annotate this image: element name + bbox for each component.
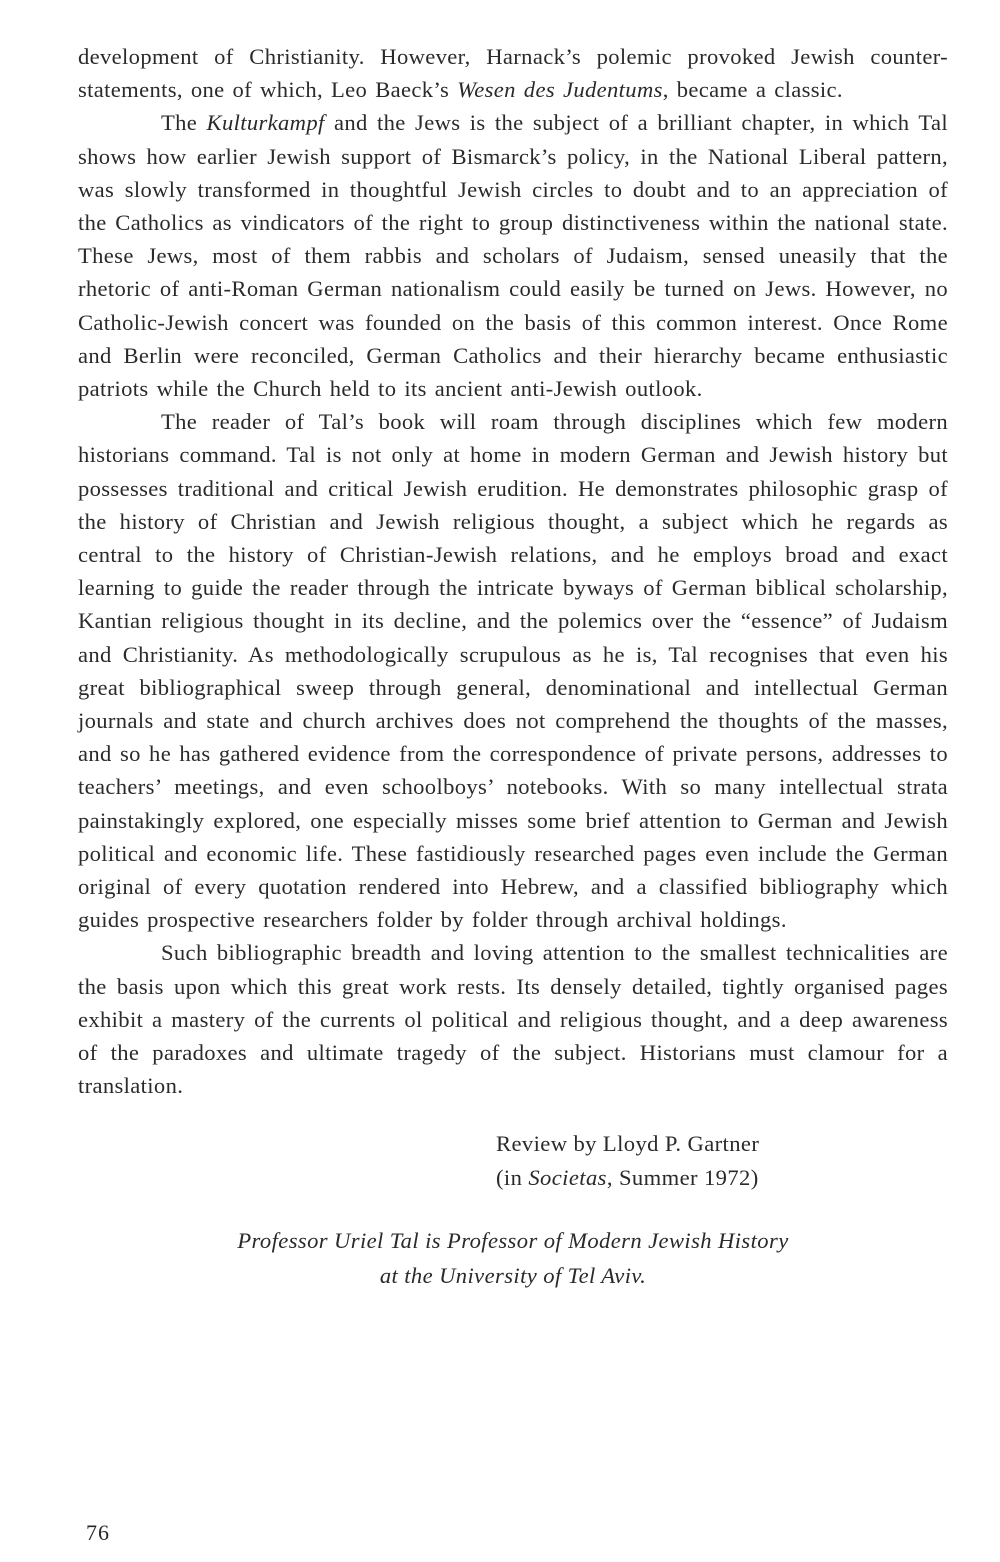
paragraph	[78, 106, 948, 405]
source-suffix: , Summer 1972)	[606, 1164, 759, 1190]
paragraph	[78, 936, 948, 1102]
reviewer-line: Review by Lloyd P. Gartner	[496, 1130, 760, 1156]
text-run: The reader of Tal’s book will roam through disciplines which few modern historians command. Tal is not only at home in modern German and Jewish history but possesses traditional and critical Jewish erudition. He demonstrates philosophic grasp of the history of Christian and Jewish religious thought, a subject which he regards as central to the history of Christian-Jewish relations, and he employs broad and exact learning to guide the reader through the intricate byways of German biblical scholarship, Kantian religious thought in its decline, and the polemics over the “essence” of Judaism and Christianity. As methodologically scrupulous as he is, Tal recognises that even his great bibliographical sweep through general, denominational and intellectual German journals and state and church archives does not comprehend the thoughts of the masses, and so he has gathered evidence from the correspondence of private persons, addresses to teachers’ meetings, and even schoolboys’ notebooks. With so many intellectual strata painstakingly explored, one especially misses some brief attention to German and Jewish political and economic life. These fastidiously researched pages even include the German original of every quotation rendered into Hebrew, and a classified bibliography which guides prospective researchers folder by folder through archival holdings.	[78, 409, 948, 933]
italic-title: Wesen des Judentums	[457, 77, 663, 103]
text-run: Such bibliographic breadth and loving attention to the smallest technicalities are the basis upon which this great work rests. Its densely detailed, tightly organised pages exhibit a mastery of the currents ol political and religious thought, and a deep awareness of the paradoxes and ultimate tragedy of the subject. Historians must clamour for a translation.	[78, 940, 948, 1099]
review-body	[78, 40, 948, 1103]
paragraph	[78, 405, 948, 936]
text-run: , became a classic.	[662, 77, 843, 103]
bio-line-2: at the University of Tel Aviv.	[379, 1262, 647, 1288]
page-number: 76	[86, 1520, 110, 1545]
text-run: development of Christianity. However, Harnack’s polemic provoked Jewish counter-statements, one of which, Leo Baeck’s	[78, 44, 948, 103]
review-attribution	[496, 1127, 948, 1195]
italic-title: Kulturkampf	[206, 110, 325, 136]
author-bio	[78, 1223, 948, 1293]
document-page	[78, 40, 948, 1293]
bio-line-1: Professor Uriel Tal is Professor of Modern Jewish History	[237, 1227, 789, 1253]
text-run: and the Jews is the subject of a brilliant chapter, in which Tal shows how earlier Jewish support of Bismarck’s policy, in the National Liberal pattern, was slowly transformed in thoughtful Jewish circles to doubt and to an appreciation of the Catholics as vindicators of the right to group distinctiveness within the national state. These Jews, most of them rabbis and scholars of Judaism, sensed uneasily that the rhetoric of anti-Roman German nationalism could easily be turned on Jews. However, no Catholic-Jewish concert was founded on the basis of this common interest. Once Rome and Berlin were reconciled, German Catholics and their hierarchy became enthusiastic patriots while the Church held to its ancient anti-Jewish outlook.	[78, 110, 948, 402]
source-line	[496, 1161, 948, 1195]
journal-title: Societas	[528, 1164, 607, 1190]
source-prefix: (in	[496, 1164, 529, 1190]
text-run: The	[161, 110, 207, 136]
paragraph	[78, 40, 948, 106]
